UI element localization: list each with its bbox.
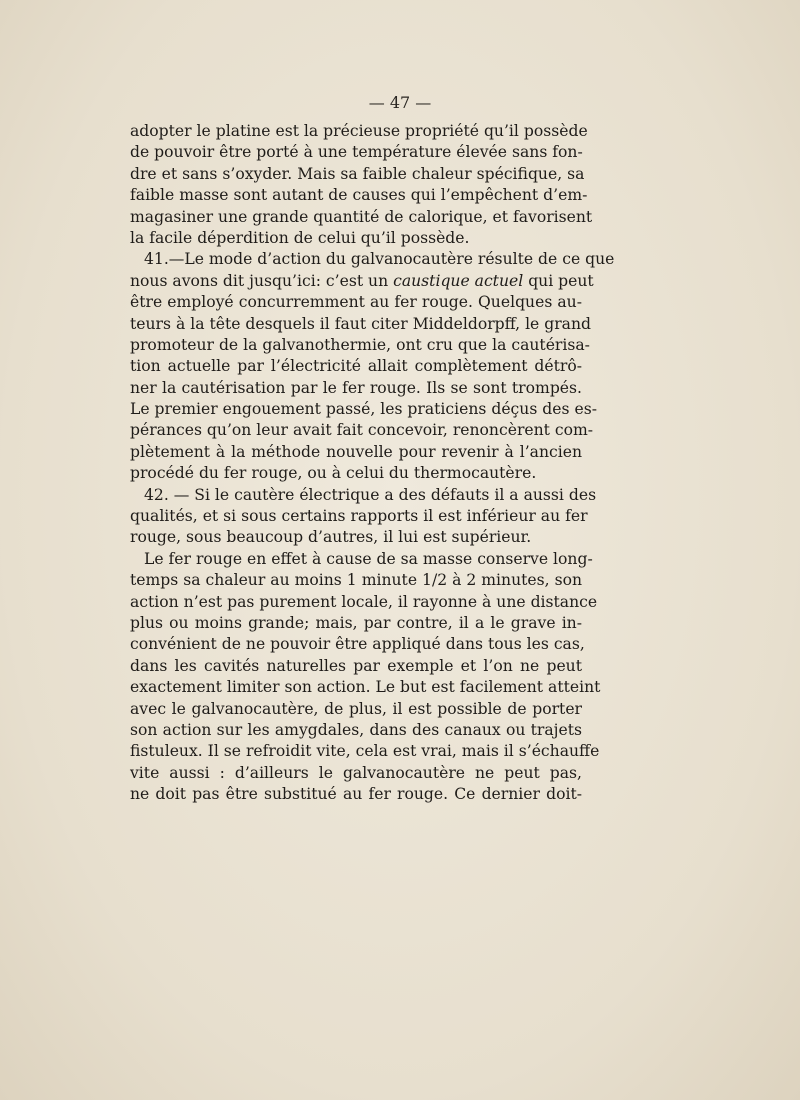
text-line — [130, 207, 593, 228]
text-line — [130, 720, 582, 741]
text-line — [130, 121, 588, 142]
text-line — [130, 784, 582, 805]
text-line — [130, 314, 592, 335]
text-line — [130, 463, 582, 484]
text-line — [130, 292, 582, 313]
text-line — [130, 763, 582, 784]
line-text: ner la cautérisation par le fer rouge. Ils se sont trompés. — [130, 378, 582, 397]
line-text: pérances qu’on leur avait fait concevoir, renoncèrent com- — [130, 421, 594, 440]
text-line — [130, 634, 585, 655]
line-text: 42. — Si le cautère électrique a des défauts il a aussi des — [144, 485, 597, 504]
line-text: vite aussi : d’ailleurs le galvanocautère ne peut pas, — [130, 763, 582, 782]
text-line — [130, 335, 590, 356]
text-line — [130, 699, 582, 720]
text-line — [130, 271, 594, 292]
text-line — [130, 741, 600, 762]
text-line — [130, 506, 588, 527]
line-text: de pouvoir être porté à une température élevée sans fon- — [130, 143, 583, 162]
line-text: dre et sans s’oxyder. Mais sa faible chaleur spécifique, sa — [130, 164, 585, 183]
line-text: dans les cavités naturelles par exemple et l’on ne peut — [130, 656, 582, 675]
text-line — [130, 656, 582, 677]
italic-term: caustique actuel — [393, 271, 524, 290]
text-line — [130, 613, 582, 634]
line-text: fistuleux. Il se refroidit vite, cela est vrai, mais il s’échauffe — [130, 742, 600, 761]
line-text-continued: qui peut — [528, 271, 594, 290]
line-text: nous avons dit jusqu’ici: c’est un — [130, 271, 389, 290]
line-text: action n’est pas purement locale, il rayonne à une distance — [130, 592, 598, 611]
line-text: son action sur les amygdales, dans des canaux ou trajets — [130, 720, 582, 739]
text-line — [130, 164, 585, 185]
text-line — [130, 677, 601, 698]
line-text: promoteur de la galvanothermie, ont cru que la cautérisa- — [130, 335, 590, 354]
body-text — [130, 121, 615, 806]
line-text: procédé du fer rouge, ou à celui du thermocautère. — [130, 464, 537, 483]
text-line — [130, 420, 594, 441]
text-line — [130, 442, 582, 463]
text-line — [130, 592, 598, 613]
line-text: adopter le platine est la précieuse propriété qu’il possède — [130, 122, 588, 140]
text-line — [130, 399, 597, 420]
line-text: plètement à la méthode nouvelle pour revenir à l’ancien — [130, 442, 582, 461]
text-line — [130, 228, 582, 249]
text-line — [130, 570, 582, 591]
text-line — [130, 485, 597, 506]
line-text: ne doit pas être substitué au fer rouge. Ce dernier doit- — [130, 785, 582, 804]
line-text: être employé concurremment au fer rouge. Quelques au- — [130, 293, 582, 312]
text-line — [130, 549, 593, 570]
text-line — [130, 185, 588, 206]
line-text: Le fer rouge en effet à cause de sa masse conserve long- — [144, 549, 593, 568]
line-text: tion actuelle par l’électricité allait complètement détrô- — [130, 357, 582, 376]
text-line — [130, 249, 615, 270]
line-text: Le premier engouement passé, les praticiens déçus des es- — [130, 400, 597, 419]
line-text: qualités, et si sous certains rapports il est inférieur au fer — [130, 507, 588, 526]
text-line — [130, 527, 582, 548]
line-text: rouge, sous beaucoup d’autres, il lui est supérieur. — [130, 528, 532, 547]
line-text: temps sa chaleur au moins 1 minute 1/2 à 2 minutes, son — [130, 571, 582, 590]
line-text: faible masse sont autant de causes qui l’empêchent d’em- — [130, 186, 588, 205]
page-number: — 47 — — [368, 93, 432, 112]
text-line — [130, 356, 582, 377]
line-text: plus ou moins grande; mais, par contre, il a le grave in- — [130, 613, 582, 632]
line-text: la facile déperdition de celui qu’il possède. — [130, 228, 470, 247]
text-line — [130, 142, 582, 163]
line-text: magasiner une grande quantité de calorique, et favorisent — [130, 207, 593, 226]
line-text: exactement limiter son action. Le but est facilement atteint — [130, 678, 601, 697]
text-line — [130, 378, 582, 399]
line-text: avec le galvanocautère, de plus, il est possible de porter — [130, 699, 582, 718]
line-text: 41.—Le mode d’action du galvanocautère résulte de ce que — [144, 250, 615, 269]
line-text: teurs à la tête desquels il faut citer Middeldorpff, le grand — [130, 314, 592, 333]
line-text: convénient de ne pouvoir être appliqué dans tous les cas, — [130, 635, 585, 654]
